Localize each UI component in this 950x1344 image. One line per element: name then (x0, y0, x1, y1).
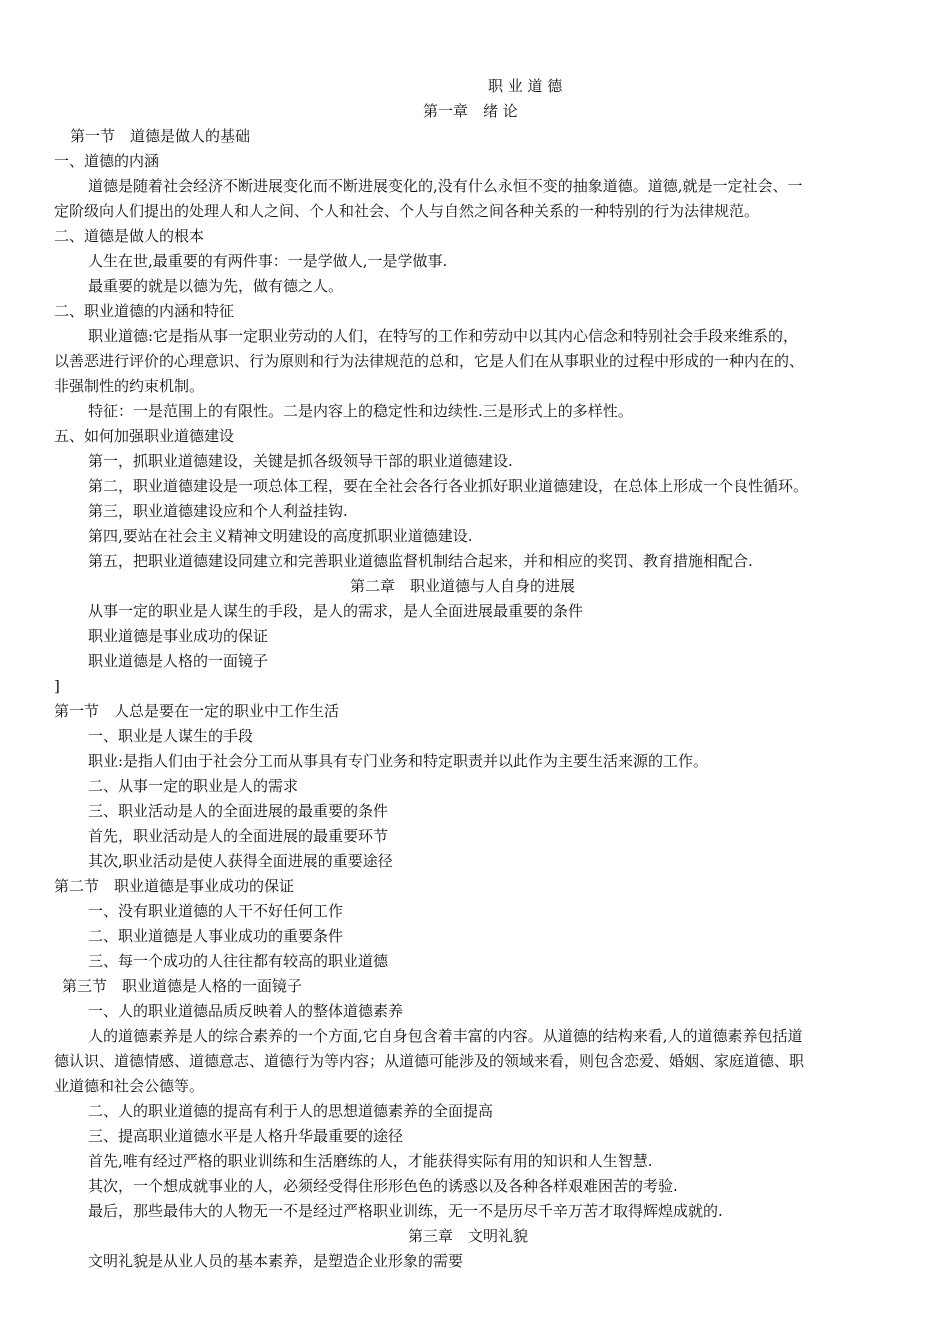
subheading: 二、道德是做人的根本 (54, 227, 205, 245)
chapter-heading: 第三章 文明礼貌 (408, 1227, 529, 1245)
paragraph-line: 从事一定的职业是人谋生的手段，是人的需求，是人全面进展最重要的条件 (88, 602, 584, 620)
stray-bracket: ] (54, 677, 60, 695)
paragraph-line: 职业道德:它是指从事一定职业劳动的人们，在特写的工作和劳动中以其内心信念和特别社会手段来维系的， (88, 327, 799, 345)
paragraph-line: 职业:是指人们由于社会分工而从事具有专门业务和特定职责并以此作为主要生活来源的工作。 (88, 752, 709, 770)
subheading: 一、没有职业道德的人干不好任何工作 (88, 902, 344, 920)
paragraph-line: 最重要的就是以德为先，做有德之人。 (88, 277, 344, 295)
paragraph-line: 道德是随着社会经济不断进展变化而不断进展变化的,没有什么永恒不变的抽象道德。道德,就是一定社会、一 (88, 177, 803, 195)
paragraph-line: 第二，职业道德建设是一项总体工程，要在全社会各行各业抓好职业道德建设，在总体上形成一个良性循环。 (88, 477, 809, 495)
subheading: 一、人的职业道德品质反映着人的整体道德素养 (88, 1002, 404, 1020)
paragraph-line: 文明礼貌是从业人员的基本素养，是塑造企业形象的需要 (88, 1252, 464, 1270)
subheading: 三、每一个成功的人往往都有较高的职业道德 (88, 952, 389, 970)
paragraph-line: 德认识、道德情感、道德意志、道德行为等内容；从道德可能涉及的领域来看，则包含恋爱、婚姻、家庭道德、职 (54, 1052, 805, 1070)
paragraph-line: 人的道德素养是人的综合素养的一个方面,它自身包含着丰富的内容。从道德的结构来看,人的道德素养包括道 (88, 1027, 803, 1045)
paragraph-line: 特征：一是范围上的有限性。二是内容上的稳定性和边续性.三是形式上的多样性。 (88, 402, 633, 420)
subheading: 一、职业是人谋生的手段 (88, 727, 254, 745)
subheading: 五、如何加强职业道德建设 (54, 427, 235, 445)
paragraph-line: 非强制性的约束机制。 (54, 377, 205, 395)
paragraph-line: 第四,要站在社会主义精神文明建设的高度抓职业道德建设. (88, 527, 473, 545)
paragraph-line: 人生在世,最重要的有两件事：一是学做人,一是学做事. (88, 252, 448, 270)
subheading: 二、人的职业道德的提高有利于人的思想道德素养的全面提高 (88, 1102, 494, 1120)
document-title: 职 业 道 德 (488, 77, 563, 95)
section-heading: 第一节 人总是要在一定的职业中工作生活 (54, 702, 340, 720)
chapter-heading: 第一章 绪 论 (423, 102, 518, 120)
subheading: 三、提高职业道德水平是人格升华最重要的途径 (88, 1127, 404, 1145)
paragraph-line: 其次,职业活动是使人获得全面进展的重要途径 (88, 852, 393, 870)
paragraph-line: 其次，一个想成就事业的人，必须经受得住形形色色的诱惑以及各种各样艰难困苦的考验. (88, 1177, 678, 1195)
paragraph-line: 职业道德是事业成功的保证 (88, 627, 269, 645)
subheading: 一、道德的内涵 (54, 152, 160, 170)
subheading: 二、从事一定的职业是人的需求 (88, 777, 299, 795)
section-heading: 第一节 道德是做人的基础 (70, 127, 251, 145)
paragraph-line: 第三，职业道德建设应和个人利益挂钩. (88, 502, 348, 520)
section-heading: 第二节 职业道德是事业成功的保证 (54, 877, 295, 895)
paragraph-line: 业道德和社会公德等。 (54, 1077, 205, 1095)
section-heading: 第三节 职业道德是人格的一面镜子 (62, 977, 303, 995)
subheading: 二、职业道德的内涵和特征 (54, 302, 235, 320)
paragraph-line: 定阶级向人们提出的处理人和人之间、个人和社会、个人与自然之间各种关系的一种特别的行为法律规范。 (54, 202, 760, 220)
paragraph-line: 首先,唯有经过严格的职业训练和生活磨练的人，才能获得实际有用的知识和人生智慧. (88, 1152, 653, 1170)
paragraph-line: 首先，职业活动是人的全面进展的最重要环节 (88, 827, 389, 845)
paragraph-line: 职业道德是人格的一面镜子 (88, 652, 269, 670)
subheading: 三、职业活动是人的全面进展的最重要的条件 (88, 802, 389, 820)
chapter-heading: 第二章 职业道德与人自身的进展 (350, 577, 576, 595)
subheading: 二、职业道德是人事业成功的重要条件 (88, 927, 344, 945)
paragraph-line: 最后，那些最伟大的人物无一不是经过严格职业训练，无一不是历尽千辛万苦才取得辉煌成就的. (88, 1202, 723, 1220)
paragraph-line: 第五，把职业道德建设同建立和完善职业道德监督机制结合起来，并和相应的奖罚、教育措施相配合. (88, 552, 753, 570)
paragraph-line: 以善恶进行评价的心理意识、行为原则和行为法律规范的总和，它是人们在从事职业的过程中形成的一种内在的、 (54, 352, 805, 370)
paragraph-line: 第一，抓职业道德建设，关键是抓各级领导干部的职业道德建设. (88, 452, 513, 470)
